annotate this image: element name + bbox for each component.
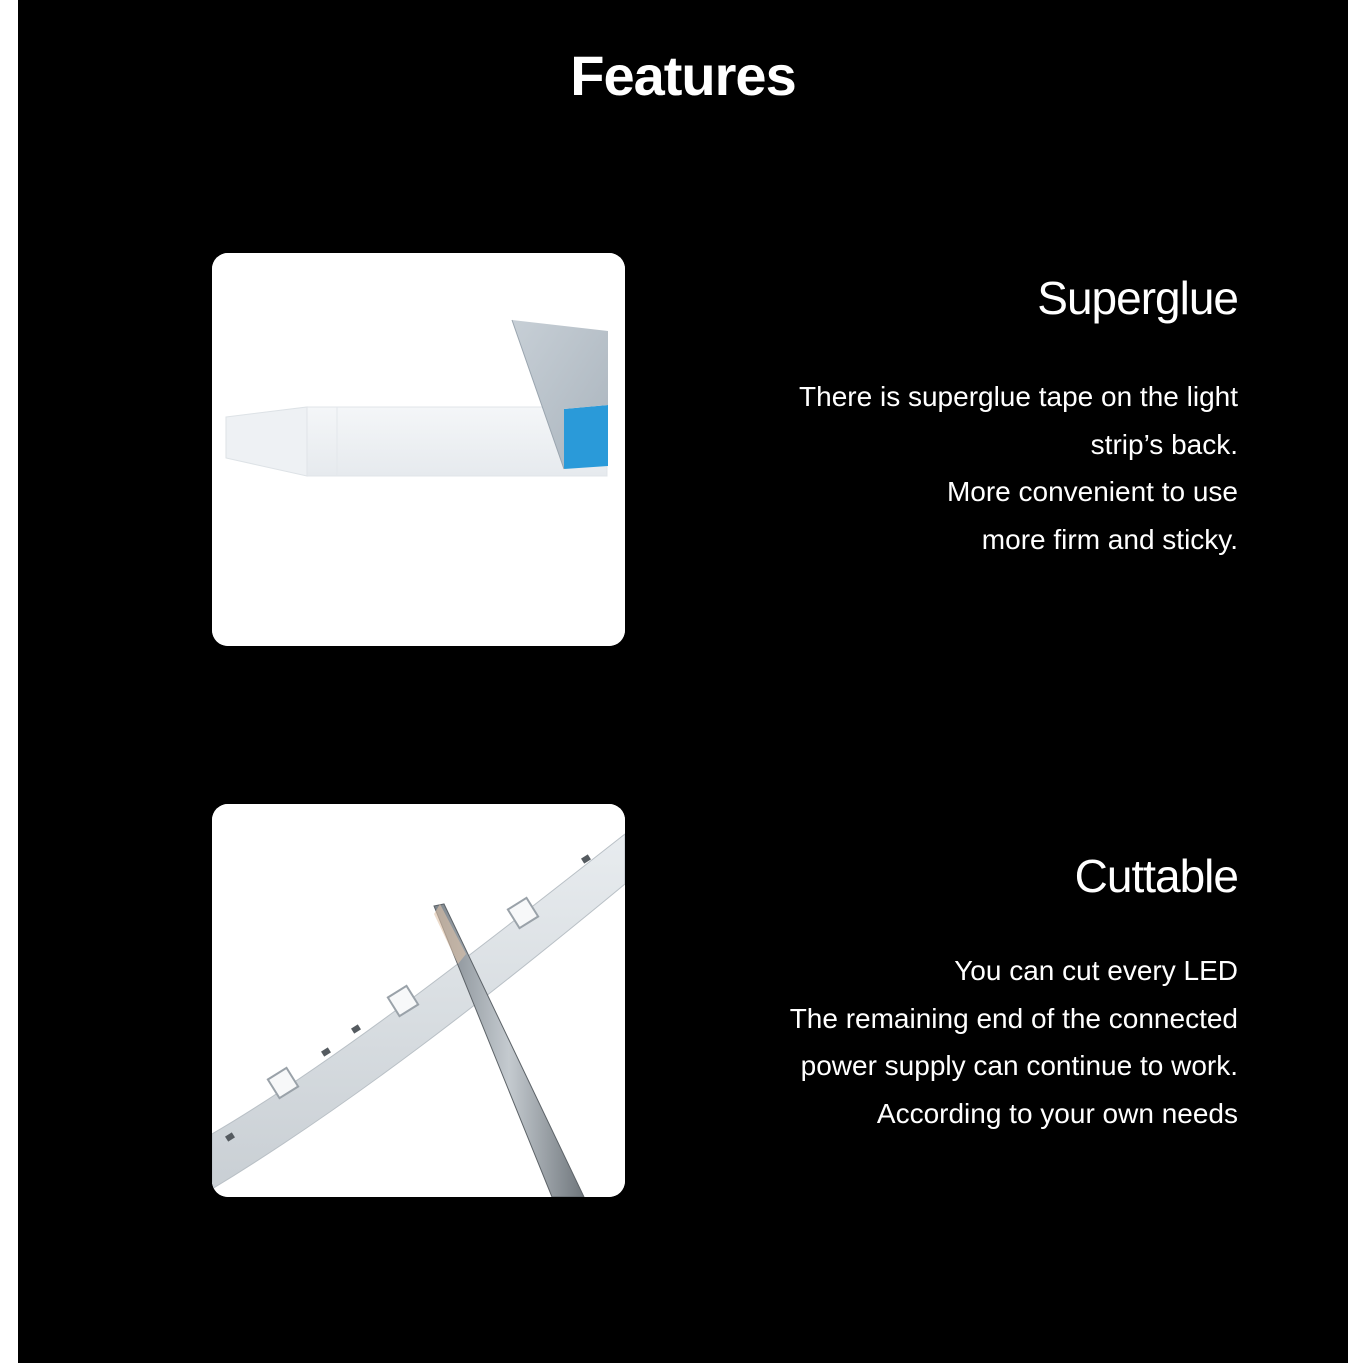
description-line: More convenient to use: [946, 476, 1238, 507]
superglue-description: [799, 373, 1238, 563]
cuttable-image-card: [212, 804, 625, 1197]
description-line: strip’s back.: [1090, 428, 1238, 460]
description-line: According to your own needs: [876, 1097, 1238, 1129]
cuttable-description: [790, 947, 1238, 1137]
led-strip-scissors-image: [212, 804, 625, 1197]
description-line: more firm and sticky.: [981, 523, 1238, 555]
description-line: You can cut every LED: [954, 955, 1238, 986]
page-title: Features: [570, 44, 796, 107]
adhesive-tape-strip-image: [212, 253, 625, 646]
description-line: The remaining end of the connected: [789, 1002, 1238, 1034]
features-panel: [18, 0, 1348, 1363]
description-line: power supply can continue to work.: [800, 1050, 1238, 1081]
superglue-image-card: [212, 253, 625, 646]
superglue-heading: Superglue: [1037, 272, 1238, 324]
cuttable-heading: Cuttable: [1074, 850, 1238, 902]
description-line: There is superglue tape on the light: [799, 381, 1238, 412]
